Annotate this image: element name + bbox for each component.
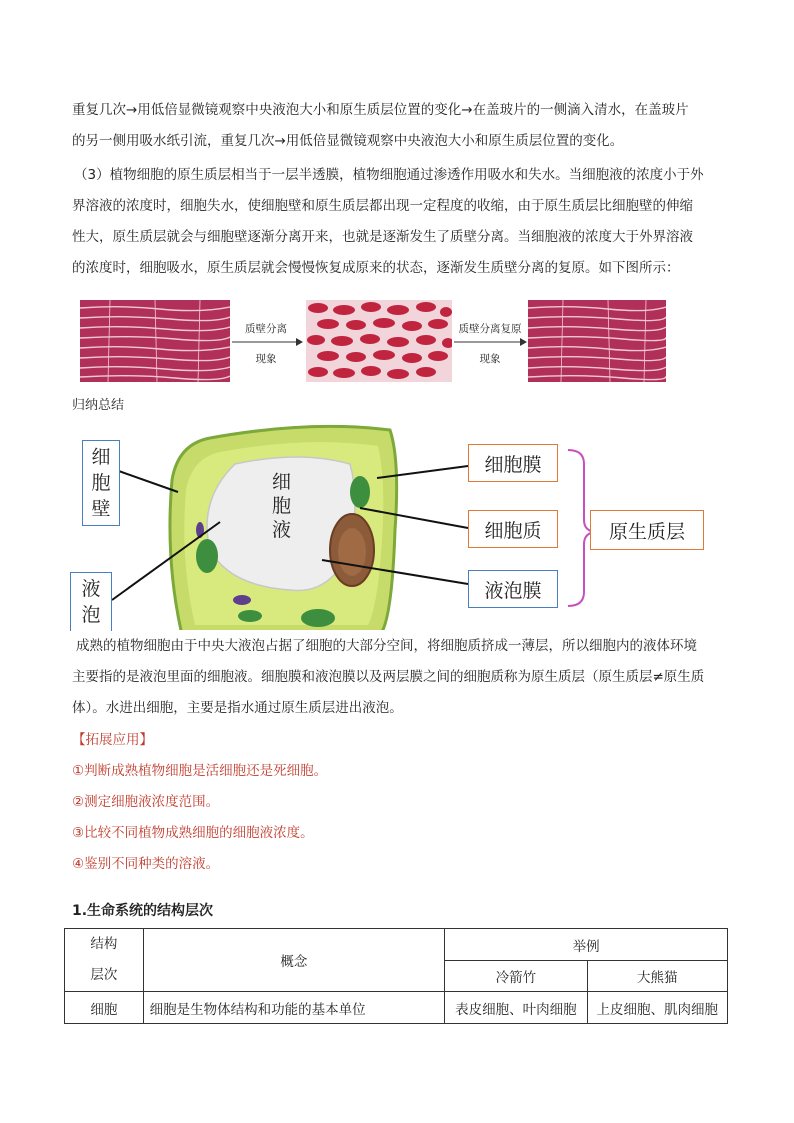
cell-concept: 细胞是生物体结构和功能的基本单位: [143, 992, 445, 1024]
extension-title: 【拓展应用】: [72, 732, 153, 748]
arrow-2-label-2: 现象: [479, 353, 501, 365]
extension-item-1: ①判断成熟植物细胞是活细胞还是死细胞。: [72, 763, 328, 779]
cell-animal: 上皮细胞、肌肉细胞: [587, 992, 727, 1024]
micrograph-normal: [80, 300, 230, 382]
life-system-table: [64, 928, 728, 1024]
arrow-2-label: 质壁分离复原: [458, 323, 522, 335]
cell-level: 细胞: [65, 992, 144, 1024]
micrograph-recovery: [528, 300, 666, 382]
header-level: 结构 层次: [65, 929, 144, 992]
header-plant: 冷箭竹: [445, 961, 587, 992]
cell-sap-label: 细 胞 液: [272, 471, 292, 541]
cell-diagram: [60, 420, 730, 630]
para3-line-4: 的浓度时，细胞吸水，原生质层就会慢慢恢复成原来的状态，逐渐发生质壁分离的复原。如下图所示：: [72, 260, 680, 276]
intro-line-1: 重复几次→用低倍显微镜观察中央液泡大小和原生质层位置的变化→在盖玻片的一侧滴入清水，在盖玻片: [72, 102, 689, 118]
header-concept: 概念: [143, 929, 445, 992]
para3-line-3: 性大，原生质层就会与细胞壁逐渐分离开来，也就是逐渐发生了质壁分离。当细胞液的浓度大于外界溶液: [72, 229, 693, 245]
after-line-3: 体）。水进出细胞，主要是指水通过原生质层进出液泡。: [72, 700, 403, 716]
arrow-1-icon: [230, 336, 304, 348]
extension-item-4: ④鉴别不同种类的溶液。: [72, 856, 220, 872]
cell-membrane-box: 细胞膜: [468, 444, 558, 482]
arrow-2-icon: [452, 336, 528, 348]
para3-line-2: 界溶液的浓度时，细胞失水，使细胞壁和原生质层都出现一定程度的收缩，由于原生质层比细胞壁的伸缩: [72, 198, 693, 214]
protoplast-layer-box: 原生质层: [590, 510, 704, 550]
micrograph-plasmolysis: [306, 300, 452, 382]
extension-item-2: ②测定细胞液浓度范围。: [72, 794, 220, 810]
para3-line-1: （3）植物细胞的原生质层相当于一层半透膜，植物细胞通过渗透作用吸水和失水。当细胞液的浓度小于外: [74, 167, 704, 183]
after-line-2: 主要指的是液泡里面的细胞液。细胞膜和液泡膜以及两层膜之间的细胞质称为原生质层（原生质层≠原生质: [72, 669, 705, 685]
section-title: 1.生命系统的结构层次: [72, 903, 214, 919]
table-row: [65, 992, 728, 1024]
cytoplasm-box: 细胞质: [468, 510, 558, 548]
cell-plant: 表皮细胞、叶肉细胞: [445, 992, 587, 1024]
arrow-1-label: 质壁分离: [245, 323, 287, 335]
arrow-1-label-2: 现象: [255, 353, 277, 365]
extension-item-3: ③比较不同植物成熟细胞的细胞液浓度。: [72, 825, 314, 841]
intro-line-2: 的另一侧用吸水纸引流，重复几次→用低倍显微镜观察中央液泡大小和原生质层位置的变化。: [72, 133, 624, 149]
tonoplast-box: 液泡膜: [468, 570, 558, 608]
vacuole-box: 液 泡: [70, 572, 112, 631]
header-animal: 大熊猫: [587, 961, 727, 992]
header-example: 举例: [445, 929, 728, 961]
after-line-1: 成熟的植物细胞由于中央大液泡占据了细胞的大部分空间，将细胞质挤成一薄层，所以细胞内的液体环境: [76, 638, 697, 654]
cell-wall-box: 细 胞 壁: [82, 440, 120, 526]
summary-label: 归纳总结: [72, 398, 125, 413]
